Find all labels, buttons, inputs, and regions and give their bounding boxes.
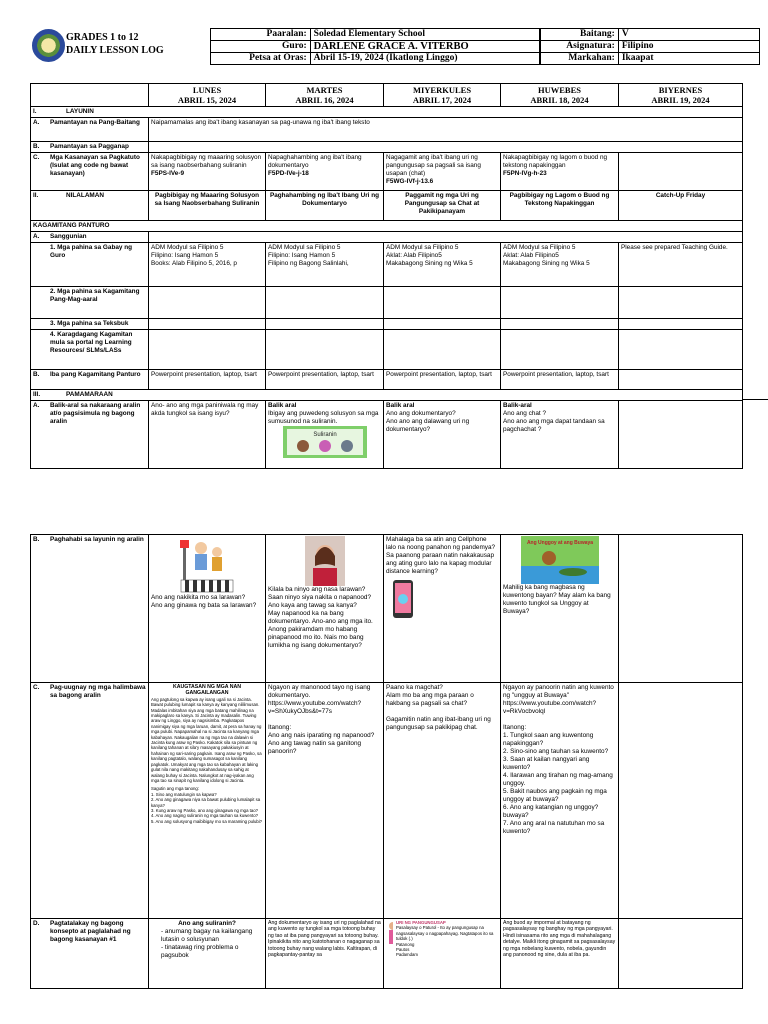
woman-portrait-image xyxy=(305,536,345,586)
row-pamantayan-pagganap: B. Pamantayan sa Pagganap xyxy=(31,142,743,153)
dll-title xyxy=(66,31,164,57)
row-pagtatalakay: D. Pagtatalakay ng bagong konsepto at paglalahad ng bagong kasanayan #1 Ano ang suliranin? - anumang bagay na kailangang lutasin o solusyunan - tinatawag ring problema o pagsubok Ang dokumentaryo ay isang uri ng paglalahad na ang kuwento ay tungkol sa mga totoong buhay ng tao at iba pang pangyayari sa totoong buhay. Ipinakikita nito ang katotohanan o nagaganap sa totoong buhay nang walang labis. Kaltirapan, di pagkapantay-pantay sa URI NG PANGUNGUSAP Pasalaysay o Paturol - Ito ay pangungusap na nagsasalaysay o nagpapahayag. Nagtatapos ito sa tuldok (.) Patanong Pautos Padamdam Ang buod ay impormal at batayang ng pagsasalaysay ng banghay ng mga pangyayari. Hindi isinasama rito ang mga di mahahalagang detalye. Maikli itong ginagamit sa pagsasalaysay ng mga nobelang kuwento, nobela, gayundin ang panonood ng sine, dula at iba pa. xyxy=(31,919,743,989)
markahan-label: Markahan: xyxy=(541,53,619,65)
meta-table-left xyxy=(210,28,540,65)
paaralan-value: Soledad Elementary School xyxy=(310,29,539,41)
row-teksbuk: 3. Mga pahina sa Teksbuk xyxy=(31,319,743,330)
row-kasanayan: C. Mga Kasanayan sa Pagkatuto (Isulat ang code ng bawat kasanayan) Nakapagbibigay ng maaaring solusyon sa isang naobserbahang suliranin F5PS-IVe-9 Napaghahambing ang iba't ibang dokumentaryo F5PD-IVe-j-18 Nagagamit ang iba't ibang uri ng pangungusap sa pagsali sa isang usapan (chat) F5WG-IVf-j-13.6 Nakapagbibigay ng lagom o buod ng tekstong napakinggan F5PN-IVg-h-23 xyxy=(31,153,743,191)
row-iba-pang-kagamitan: B. Iba pang Kagamitang Panturo Powerpoint presentation, laptop, tsart Powerpoint presentation, laptop, tsart Powerpoint presentation, laptop, tsart Powerpoint presentation, laptop, tsart xyxy=(31,370,743,390)
deped-seal-icon xyxy=(32,29,65,62)
asignatura-value: Filipino xyxy=(618,41,759,53)
day-header-miyerkules: MIYERKULES ABRIL 17, 2024 xyxy=(384,84,501,107)
baitang-value: V xyxy=(618,29,759,41)
suliranin-image xyxy=(283,426,367,458)
baitang-label: Baitang: xyxy=(541,29,619,41)
cellphone-image xyxy=(392,579,414,619)
day-header-huwebes: HUWEBES ABRIL 18, 2024 xyxy=(501,84,619,107)
monkey-crocodile-image-title: Ang Unggoy at ang Buwaya xyxy=(526,540,593,546)
dll-table-page2 xyxy=(30,534,743,989)
row-gabay: 1. Mga pahina sa Gabay ng Guro ADM Modyul sa Filipino 5 Filipino: Isang Hamon 5 Books: Alab Filipino 5, 2016, p ADM Modyul sa Filipino 5 Filipino: Isang Hamon 5 Filipino ng Bagong Salinlahi, ADM Modyul sa Filipino 5 Aklat: Alab Filipino5 Makabagong Sining ng Wika 5 ADM Modyul sa Filipino 5 Aklat: Alab Filipino5 Makabagong Sining ng Wika 5 Please see prepared Teaching Guide. xyxy=(31,243,743,287)
asignatura-label: Asignatura: xyxy=(541,41,619,53)
title-line2: DAILY LESSON LOG xyxy=(66,45,164,56)
girl-icon xyxy=(386,920,393,950)
suliranin-image-caption: Suliranin xyxy=(312,432,337,438)
row-sanggunian: A. Sanggunian xyxy=(31,232,743,243)
row-layunin: I. LAYUNIN xyxy=(31,107,743,118)
title-line1: GRADES 1 to 12 xyxy=(66,32,139,43)
day-header-martes: MARTES ABRIL 16, 2024 xyxy=(266,84,384,107)
markahan-value: Ikaapat xyxy=(618,53,759,65)
row-kagamitan: KAGAMITANG PANTURO xyxy=(31,221,743,232)
row-balik-aral: A. Balik-aral sa nakaraang aralin at/o pagsisimula ng bagong aralin Ano- ano ang mga paniniwala ng may akda tungkol sa isang isyu? Balik aral Ibigay ang puwedeng solusyon sa mga sumusunod na suliranin. Suliranin Balik aral Ano ang dokumentaryo? Ano ano ang dalawang uri ng dokumentaryo? Balik-aral Ano ang chat ? Ano ano ang mga dapat tandaan sa pagchachat ? xyxy=(31,401,743,469)
row-pamamaraan: III. PAMAMARAAN xyxy=(31,390,743,401)
petsa-label: Petsa at Oras: xyxy=(211,53,311,65)
dll-table-page1 xyxy=(30,83,743,469)
day-header-lunes: LUNES ABRIL 15, 2024 xyxy=(149,84,266,107)
guro-label: Guro: xyxy=(211,41,311,53)
row-nilalaman: II. NILALAMAN Pagbibigay ng Maaaring Solusyon sa Isang Naobserbahang Suliranin Paghahambing ng Iba't Ibang Uri ng Dokumentaryo Paggamit ng mga Uri ng Pangungusap sa Chat at Pakikipanayam Pagbibigay ng Lagom o Buod ng Tekstong Napakinggan Catch-Up Friday xyxy=(31,191,743,221)
pamantayan-value: Naipamamalas ang iba't ibang kasanayan sa pag-unawa ng iba't ibang teksto xyxy=(149,118,743,142)
row-kagamitang-mag-aaral: 2. Mga pahina sa Kagamitang Pang-Mag-aaral xyxy=(31,287,743,319)
crossing-children-image xyxy=(175,536,239,594)
meta-table-right xyxy=(540,28,760,65)
row-pag-uugnay: C. Pag-uugnay ng mga halimbawa sa bagong aralin KAUGTASAN NG MGA NAN GANGAILANGAN Ang pagtulong sa kapwa ay isang ugali na si Jacinta. Bawat pulubing lumapit sa kanya ay kanyang nililimusan. Madalas imbitahan siya ang mga batang mahilinag na makipaglaro sa kanya. Si Jacinta ay madasalin. Tuwing araw ng Linggo, siya ay nagsisimba. Pagkatapos nanimigay siya ng mga laruan, damit, at pera sa hanay ng mga pulubi. Napapamahal na si Jacinta sa kanyang mga kabahayan. Nakaugalian na ng mga tao na dalawin si Jacinta kung araw ng Pasko. Kakatok sila sa pintuan ng kanilang tahanan at sila'y masayang pakakiusyin at hahainan ng sari-saring pagkain. Isang araw ng Pasko, sa kanilang pagtatalo, walang sumasagot sa kanilang pagkatok. Umakyat ang mga tao sa kabahayan at laking gulat nila nang makitang nakahandusay sa sahig at walang buhay si Jacinta. Nalungkot at nag-iyakan ang mga tao sa sinapit ng kanilang idolong si Jacinta. Sagutin ang mga tanong: 1. Sino ang matulungin sa kapwa? 2. Ano ang ginagawa niya sa bawat pulubing lumalapit sa kanya? 3. Kung araw ng Pasko, ano ang ginagawa ng mga tao? 4. Ano ang naging suliranin ng mga tauhan sa kuwento? 5. Ano ang solusyong maibibigay mo sa maraming pulubi? Ngayon ay manonood tayo ng isang dokumentaryo. https://www.youtube.com/watch?v=ShXukyOJbs&t=77s Itanong: Ano ang nais iparating ng napanood? Ano ang tawag natin sa ganitong panoorin? Paano ka magchat? Alam mo ba ang mga paraan o hakbang sa pagsali sa chat? Gagamitin natin ang ibat-ibang uri ng pangungusap sa pakikipag chat. Ngayon ay panoorin natin ang kuwento ng "ungguy at Buwaya" https://www.youtube.com/watch?v=RkVocbvolql Itanong: 1. Tungkol saan ang kuwentong napakinggan? 2. Sino-sino ang tauhan sa kuwento? 3. Saan at kailan nangyari ang kuwento? 4. Ilarawan ang tirahan ng mag-amang unggoy. 5. Bakit naubos ang pagkain ng mga unggoy at buwaya? 6. Ano ang katangian ng unggoy? buwaya? 7. Ano ang aral na natutuhan mo sa kuwento? xyxy=(31,683,743,919)
petsa-value: Abril 15-19, 2024 (Ikatlong Linggo) xyxy=(310,53,539,65)
row-paghahabi: B. Paghahabi sa layunin ng aralin Ano ang nakikita mo sa larawan? Ano ang ginawa ng bata sa larawan? Kilala ba ninyo ang nasa larawan? Saan ninyo siya nakita o napanood? Ano kaya ang tawag sa kanya? May napanood ka na bang dokumentaryo. Ano-ano ang mga ito. Anong pakiramdam mo habang pinapanood mo ito. Nais mo bang lumikha ng isang dokumentaryo? Mahalaga ba sa atin ang Cellphone lalo na noong panahon ng pandemya? Sa paanong paraan natin nakakausap ang ating guro lalo na kapag modular distance learning? Ang Unggoy at ang Buwaya Mahilig ka bang magbasa ng kuwentong bayan? May alam ka bang kuwento tungkol sa Unggoy at Buwaya? xyxy=(31,535,743,683)
row-pamantayan-nilalaman: A. Pamantayan na Pang-Baitang Naipamamalas ang iba't ibang kasanayan sa pag-unawa ng iba't ibang teksto xyxy=(31,118,743,142)
corner-cell xyxy=(31,84,149,107)
overflow-line xyxy=(742,399,768,400)
monkey-crocodile-image xyxy=(521,536,599,584)
row-portal: 4. Karagdagang Kagamitan mula sa portal ng Learning Resources/ SLMs/LASs xyxy=(31,330,743,370)
day-header-biyernes: BIYERNES ABRIL 19, 2024 xyxy=(619,84,743,107)
guro-value: DARLENE GRACE A. VITERBO xyxy=(310,41,539,53)
paaralan-label: Paaralan: xyxy=(211,29,311,41)
